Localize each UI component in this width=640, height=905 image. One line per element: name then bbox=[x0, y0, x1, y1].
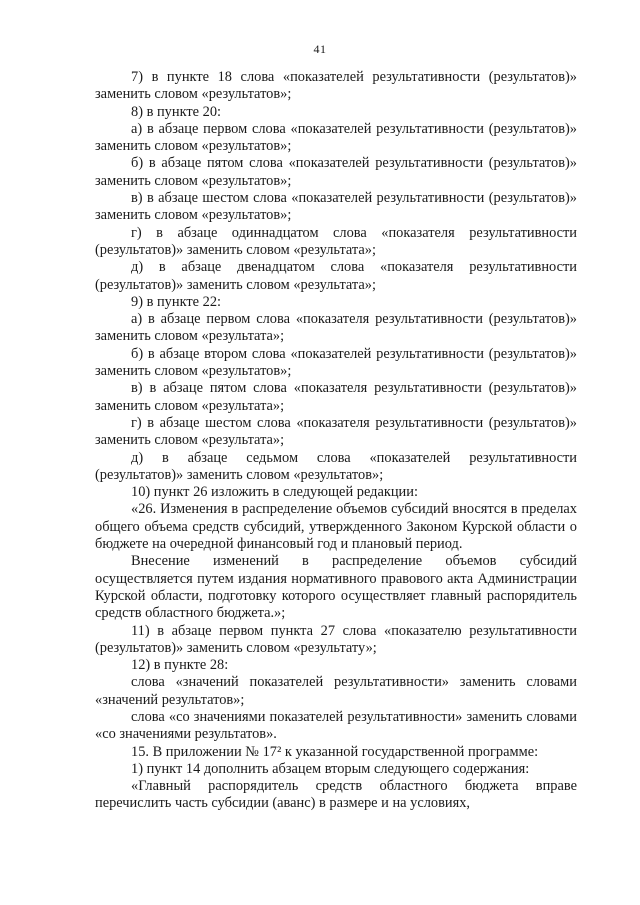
paragraph: в) в абзаце шестом слова «показателей результативности (результатов)» заменить словом «результатов»; bbox=[95, 190, 577, 224]
paragraph: слова «со значениями показателей результативности» заменить словами «со значениями результатов». bbox=[95, 708, 577, 743]
paragraph: а) в абзаце первом слова «показателя результативности (результатов)» заменить словом «результата»; bbox=[95, 311, 577, 345]
paragraph: 11) в абзаце первом пункта 27 слова «показателю результативности (результатов)» заменить словом «результату»; bbox=[95, 622, 577, 656]
paragraph: «Главный распорядитель средств областного бюджета вправе перечислить часть субсидии (аванс) в размере и на условиях, bbox=[95, 778, 577, 812]
paragraph: в) в абзаце пятом слова «показателя результативности (результатов)» заменить словом «результата»; bbox=[95, 380, 577, 414]
paragraph: «26. Изменения в распределение объемов субсидий вносятся в пределах общего объема средств субсидий, утвержденного Законом Курской области о бюджете на очередной финансовый год и плановый период. bbox=[95, 501, 577, 553]
paragraph: 15. В приложении № 17² к указанной государственной программе: bbox=[131, 743, 539, 760]
paragraph: 1) пункт 14 дополнить абзацем вторым следующего содержания: bbox=[131, 760, 530, 777]
paragraph: д) в абзаце седьмом слова «показателей результативности (результатов)» заменить словом «результатов»; bbox=[95, 449, 577, 483]
paragraph: а) в абзаце первом слова «показателей результативности (результатов)» заменить словом «результатов»; bbox=[95, 120, 577, 155]
page-number: 41 bbox=[313, 42, 327, 56]
paragraph: 12) в пункте 28: bbox=[131, 657, 229, 674]
paragraph: г) в абзаце одиннадцатом слова «показателя результативности (результатов)» заменить словом «результата»; bbox=[95, 224, 577, 258]
paragraph: д) в абзаце двенадцатом слова «показателя результативности (результатов)» заменить словом «результата»; bbox=[95, 259, 577, 293]
paragraph: 9) в пункте 22: bbox=[131, 293, 222, 310]
paragraph: г) в абзаце шестом слова «показателя результативности (результатов)» заменить словом «результата»; bbox=[95, 414, 577, 449]
paragraph: б) в абзаце пятом слова «показателей результативности (результатов)» заменить словом «результатов»; bbox=[95, 155, 577, 189]
paragraph: слова «значений показателей результативности» заменить словами «значений результатов»; bbox=[95, 674, 577, 708]
paragraph: 10) пункт 26 изложить в следующей редакции: bbox=[131, 484, 418, 501]
paragraph: Внесение изменений в распределение объемов субсидий осуществляется путем издания нормативного правового акта Администрации Курской области, подготовку которого осуществляет главный распорядитель средств областного бюджета.»; bbox=[95, 553, 577, 622]
paragraph: 8) в пункте 20: bbox=[131, 103, 222, 120]
document-body bbox=[95, 69, 577, 813]
paragraph: б) в абзаце втором слова «показателей результативности (результатов)» заменить словом «результатов»; bbox=[95, 345, 577, 380]
paragraph: 7) в пункте 18 слова «показателей результативности (результатов)» заменить словом «результатов»; bbox=[95, 69, 577, 103]
